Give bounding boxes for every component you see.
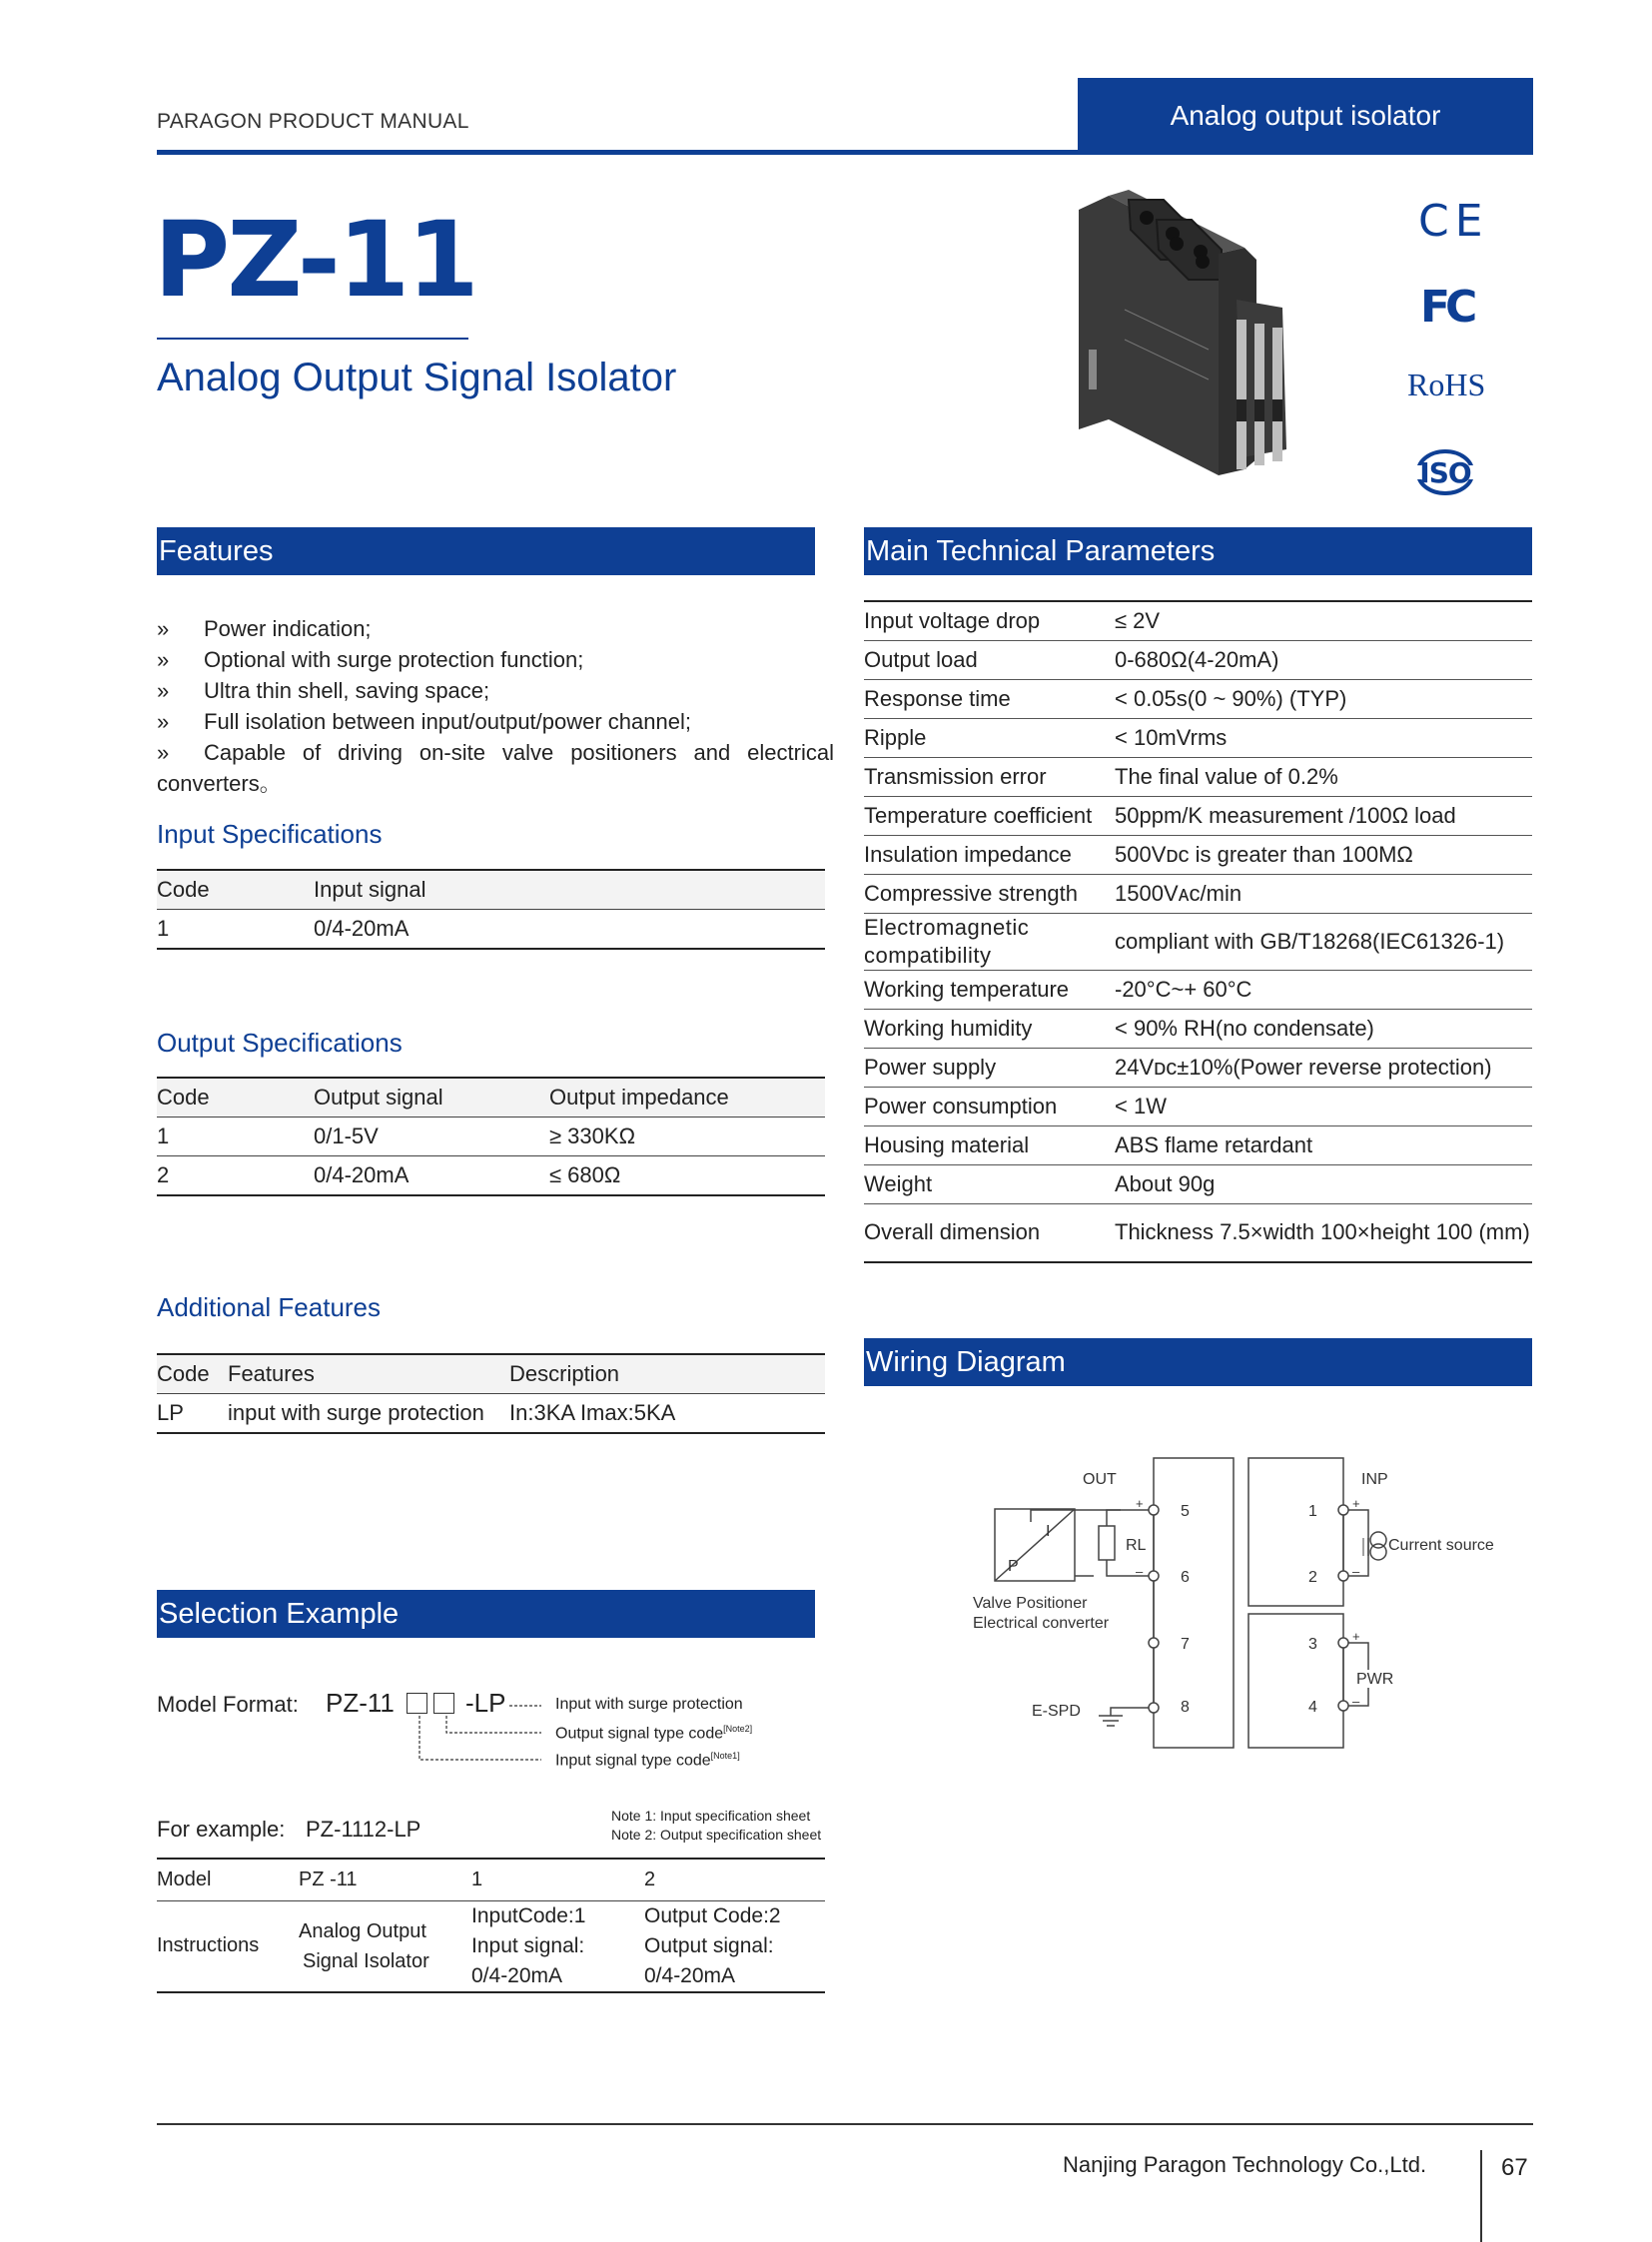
column-header: Output impedance <box>549 1078 825 1118</box>
table-cell: 2 <box>157 1156 314 1196</box>
param-value: < 90% RH(no condensate) <box>1115 1010 1532 1049</box>
table-cell: In:3KA Imax:5KA <box>509 1394 825 1434</box>
table-row <box>157 1900 825 1992</box>
table-row <box>157 910 825 950</box>
format-label: Model Format: <box>157 1692 299 1717</box>
table-cell <box>471 1900 644 1992</box>
terminal-3: 3 <box>1308 1636 1317 1653</box>
param-name: Insulation impedance <box>864 836 1115 875</box>
callout-input-text: Input signal type code <box>555 1752 711 1770</box>
param-name: Input voltage drop <box>864 601 1115 641</box>
table-cell: 1 <box>157 1118 314 1156</box>
callout-output-note: [Note2] <box>723 1724 753 1734</box>
cell-line: InputCode:1 <box>471 1903 586 1927</box>
features-header: Features <box>157 527 815 575</box>
table-row <box>864 971 1532 1010</box>
feature-text: Power indication; <box>204 616 372 641</box>
table-cell: 0/1-5V <box>314 1118 549 1156</box>
param-name: Working temperature <box>864 971 1115 1010</box>
callout-input <box>555 1751 740 1770</box>
table-cell <box>299 1900 471 1992</box>
header-rule <box>157 150 1533 155</box>
table-row <box>864 680 1532 719</box>
table-cell: ≥ 330KΩ <box>549 1118 825 1156</box>
footer-divider <box>1480 2150 1482 2242</box>
table-row <box>864 797 1532 836</box>
table-cell: 1 <box>157 910 314 950</box>
iso-mark <box>1412 449 1478 495</box>
param-name: Power supply <box>864 1049 1115 1088</box>
example-label: For example: <box>157 1817 286 1842</box>
out-label: OUT <box>1083 1471 1117 1488</box>
cell-line: Output Code:2 <box>644 1903 781 1927</box>
table-row <box>864 1049 1532 1088</box>
table-row <box>864 719 1532 758</box>
table-row <box>157 1118 825 1156</box>
callout-output-text: Output signal type code <box>555 1725 724 1743</box>
format-callout-lines <box>410 1698 549 1768</box>
footer-rule <box>157 2123 1533 2125</box>
feature-item <box>157 706 834 737</box>
table-cell: 1 <box>471 1859 644 1900</box>
param-name: Temperature coefficient <box>864 797 1115 836</box>
param-name: Response time <box>864 680 1115 719</box>
ce-mark: CE <box>1418 196 1489 247</box>
table-row <box>157 1156 825 1196</box>
table-cell <box>644 1900 825 1992</box>
column-header: Code <box>157 870 314 910</box>
param-value: < 10mVrms <box>1115 719 1532 758</box>
param-value: 24Vᴅᴄ±10%(Power reverse protection) <box>1115 1049 1532 1088</box>
note-1: Note 1: Input specification sheet <box>611 1808 811 1824</box>
bullet-mark: » <box>157 678 170 703</box>
output-spec-table <box>157 1077 825 1196</box>
terminal-4: 4 <box>1308 1699 1317 1716</box>
terminal-2: 2 <box>1308 1569 1317 1586</box>
param-name: Housing material <box>864 1126 1115 1165</box>
table-row <box>864 1165 1532 1204</box>
wiring-diagram <box>949 1438 1548 1768</box>
bullet-mark: » <box>157 709 170 734</box>
params-header: Main Technical Parameters <box>864 527 1532 575</box>
footer-company: Nanjing Paragon Technology Co.,Ltd. <box>1063 2152 1427 2177</box>
table-cell: 0/4-20mA <box>314 1156 549 1196</box>
plus-sign: + <box>1352 1496 1360 1511</box>
param-value: < 0.05s(0 ~ 90%) (TYP) <box>1115 680 1532 719</box>
name-line: Signal Isolator <box>303 1949 429 1972</box>
param-name: Ripple <box>864 719 1115 758</box>
param-name: Transmission error <box>864 758 1115 797</box>
table-row <box>864 758 1532 797</box>
param-value: 1500Vᴀᴄ/min <box>1115 875 1532 914</box>
input-spec-title: Input Specifications <box>157 819 383 849</box>
column-header: Code <box>157 1354 228 1394</box>
param-name: Working humidity <box>864 1010 1115 1049</box>
bullet-mark: » <box>157 647 170 672</box>
table-cell: 0/4-20mA <box>314 910 825 950</box>
table-cell: input with surge protection <box>228 1394 509 1434</box>
note-2: Note 2: Output specification sheet <box>611 1827 822 1843</box>
bullet-mark: » <box>157 740 170 765</box>
param-name: Overall dimension <box>864 1204 1115 1262</box>
table-row <box>157 1394 825 1434</box>
espd-label: E-SPD <box>1032 1703 1081 1720</box>
product-subtitle: Analog Output Signal Isolator <box>157 356 677 399</box>
param-value: The final value of 0.2% <box>1115 758 1532 797</box>
valve-line-2: Electrical converter <box>973 1615 1110 1632</box>
table-cell: 2 <box>644 1859 825 1900</box>
param-value: 500Vᴅᴄ is greater than 100MΩ <box>1115 836 1532 875</box>
column-header: Output signal <box>314 1078 549 1118</box>
cell-line: 0/4-20mA <box>644 1963 736 1987</box>
rohs-mark: RoHS <box>1407 367 1486 402</box>
param-name: Compressive strength <box>864 875 1115 914</box>
bullet-mark: » <box>157 616 170 641</box>
output-spec-title: Output Specifications <box>157 1028 403 1058</box>
table-row <box>864 875 1532 914</box>
selection-table <box>157 1858 825 1993</box>
param-name: Power consumption <box>864 1088 1115 1126</box>
plus-sign: + <box>1352 1629 1360 1644</box>
feature-item <box>157 737 834 799</box>
param-name: Electromagnetic compatibility <box>864 914 1115 971</box>
category-tab: Analog output isolator <box>1078 78 1533 154</box>
page-number: 67 <box>1501 2154 1528 2181</box>
model-rule <box>157 338 468 340</box>
param-value: ≤ 2V <box>1115 601 1532 641</box>
table-cell: PZ -11 <box>299 1859 471 1900</box>
feature-text: Full isolation between input/output/power channel; <box>204 709 691 734</box>
column-header: Input signal <box>314 870 825 910</box>
params-table <box>864 600 1532 1263</box>
iso-label: ISO <box>1419 456 1471 489</box>
column-header: Description <box>509 1354 825 1394</box>
table-row <box>864 1010 1532 1049</box>
param-name: Output load <box>864 641 1115 680</box>
param-name: Weight <box>864 1165 1115 1204</box>
name-line: Analog Output <box>299 1919 426 1942</box>
table-cell: LP <box>157 1394 228 1434</box>
i-label: I <box>1046 1523 1051 1540</box>
cell-line: 0/4-20mA <box>471 1963 563 1987</box>
p-label: P <box>1008 1558 1019 1575</box>
cell-line: Output signal: <box>644 1933 774 1957</box>
pwr-label: PWR <box>1356 1671 1394 1688</box>
feature-text: Capable of driving on-site valve positioners and electrical converters。 <box>157 740 834 796</box>
table-row <box>864 641 1532 680</box>
fc-mark: FC <box>1420 282 1473 333</box>
table-cell: ≤ 680Ω <box>549 1156 825 1196</box>
param-value: < 1W <box>1115 1088 1532 1126</box>
format-model: PZ-11 <box>326 1688 395 1718</box>
callout-output <box>555 1724 752 1743</box>
table-row <box>864 1088 1532 1126</box>
table-row <box>157 1859 825 1900</box>
table-row <box>864 1126 1532 1165</box>
valve-line-1: Valve Positioner <box>973 1595 1088 1612</box>
feature-item <box>157 644 834 675</box>
terminal-1: 1 <box>1308 1503 1317 1520</box>
minus-sign: – <box>1352 1564 1360 1579</box>
selection-header: Selection Example <box>157 1590 815 1638</box>
cell-line: Input signal: <box>471 1933 585 1957</box>
param-value: compliant with GB/T18268(IEC61326-1) <box>1115 914 1532 971</box>
param-value: ABS flame retardant <box>1115 1126 1532 1165</box>
table-row <box>864 836 1532 875</box>
product-image <box>1069 190 1308 489</box>
features-list <box>157 613 834 799</box>
param-value: About 90g <box>1115 1165 1532 1204</box>
additional-title: Additional Features <box>157 1292 382 1322</box>
terminal-8: 8 <box>1181 1699 1190 1716</box>
feature-text: Ultra thin shell, saving space; <box>204 678 490 703</box>
minus-sign: – <box>1352 1694 1360 1709</box>
additional-table <box>157 1353 825 1434</box>
param-value: 0-680Ω(4-20mA) <box>1115 641 1532 680</box>
format-suffix: -LP <box>465 1688 506 1718</box>
callout-input-note: [Note1] <box>710 1751 740 1761</box>
rl-label: RL <box>1126 1537 1147 1554</box>
manual-label: PARAGON PRODUCT MANUAL <box>157 110 469 133</box>
feature-text: Optional with surge protection function; <box>204 647 584 672</box>
column-header: Features <box>228 1354 509 1394</box>
feature-item <box>157 613 834 644</box>
model-title: PZ-11 <box>154 199 476 321</box>
input-spec-table <box>157 869 825 950</box>
terminal-7: 7 <box>1181 1636 1190 1653</box>
column-header: Code <box>157 1078 314 1118</box>
table-cell: Model <box>157 1859 299 1900</box>
inp-label: INP <box>1361 1471 1388 1488</box>
param-value: 50ppm/K measurement /100Ω load <box>1115 797 1532 836</box>
param-value: Thickness 7.5×width 100×height 100 (mm) <box>1115 1204 1532 1262</box>
table-row <box>864 601 1532 641</box>
example-value: PZ-1112-LP <box>306 1817 421 1842</box>
feature-item <box>157 675 834 706</box>
table-row <box>864 914 1532 971</box>
table-row <box>864 1204 1532 1262</box>
minus-sign: – <box>1136 1564 1144 1579</box>
terminal-6: 6 <box>1181 1569 1190 1586</box>
terminal-5: 5 <box>1181 1503 1190 1520</box>
param-value: -20°C~+ 60°C <box>1115 971 1532 1010</box>
plus-sign: + <box>1136 1496 1144 1511</box>
callout-lp: Input with surge protection <box>555 1696 743 1713</box>
wiring-header: Wiring Diagram <box>864 1338 1532 1386</box>
table-cell: Instructions <box>157 1900 299 1992</box>
current-source-label: Current source <box>1388 1537 1494 1554</box>
